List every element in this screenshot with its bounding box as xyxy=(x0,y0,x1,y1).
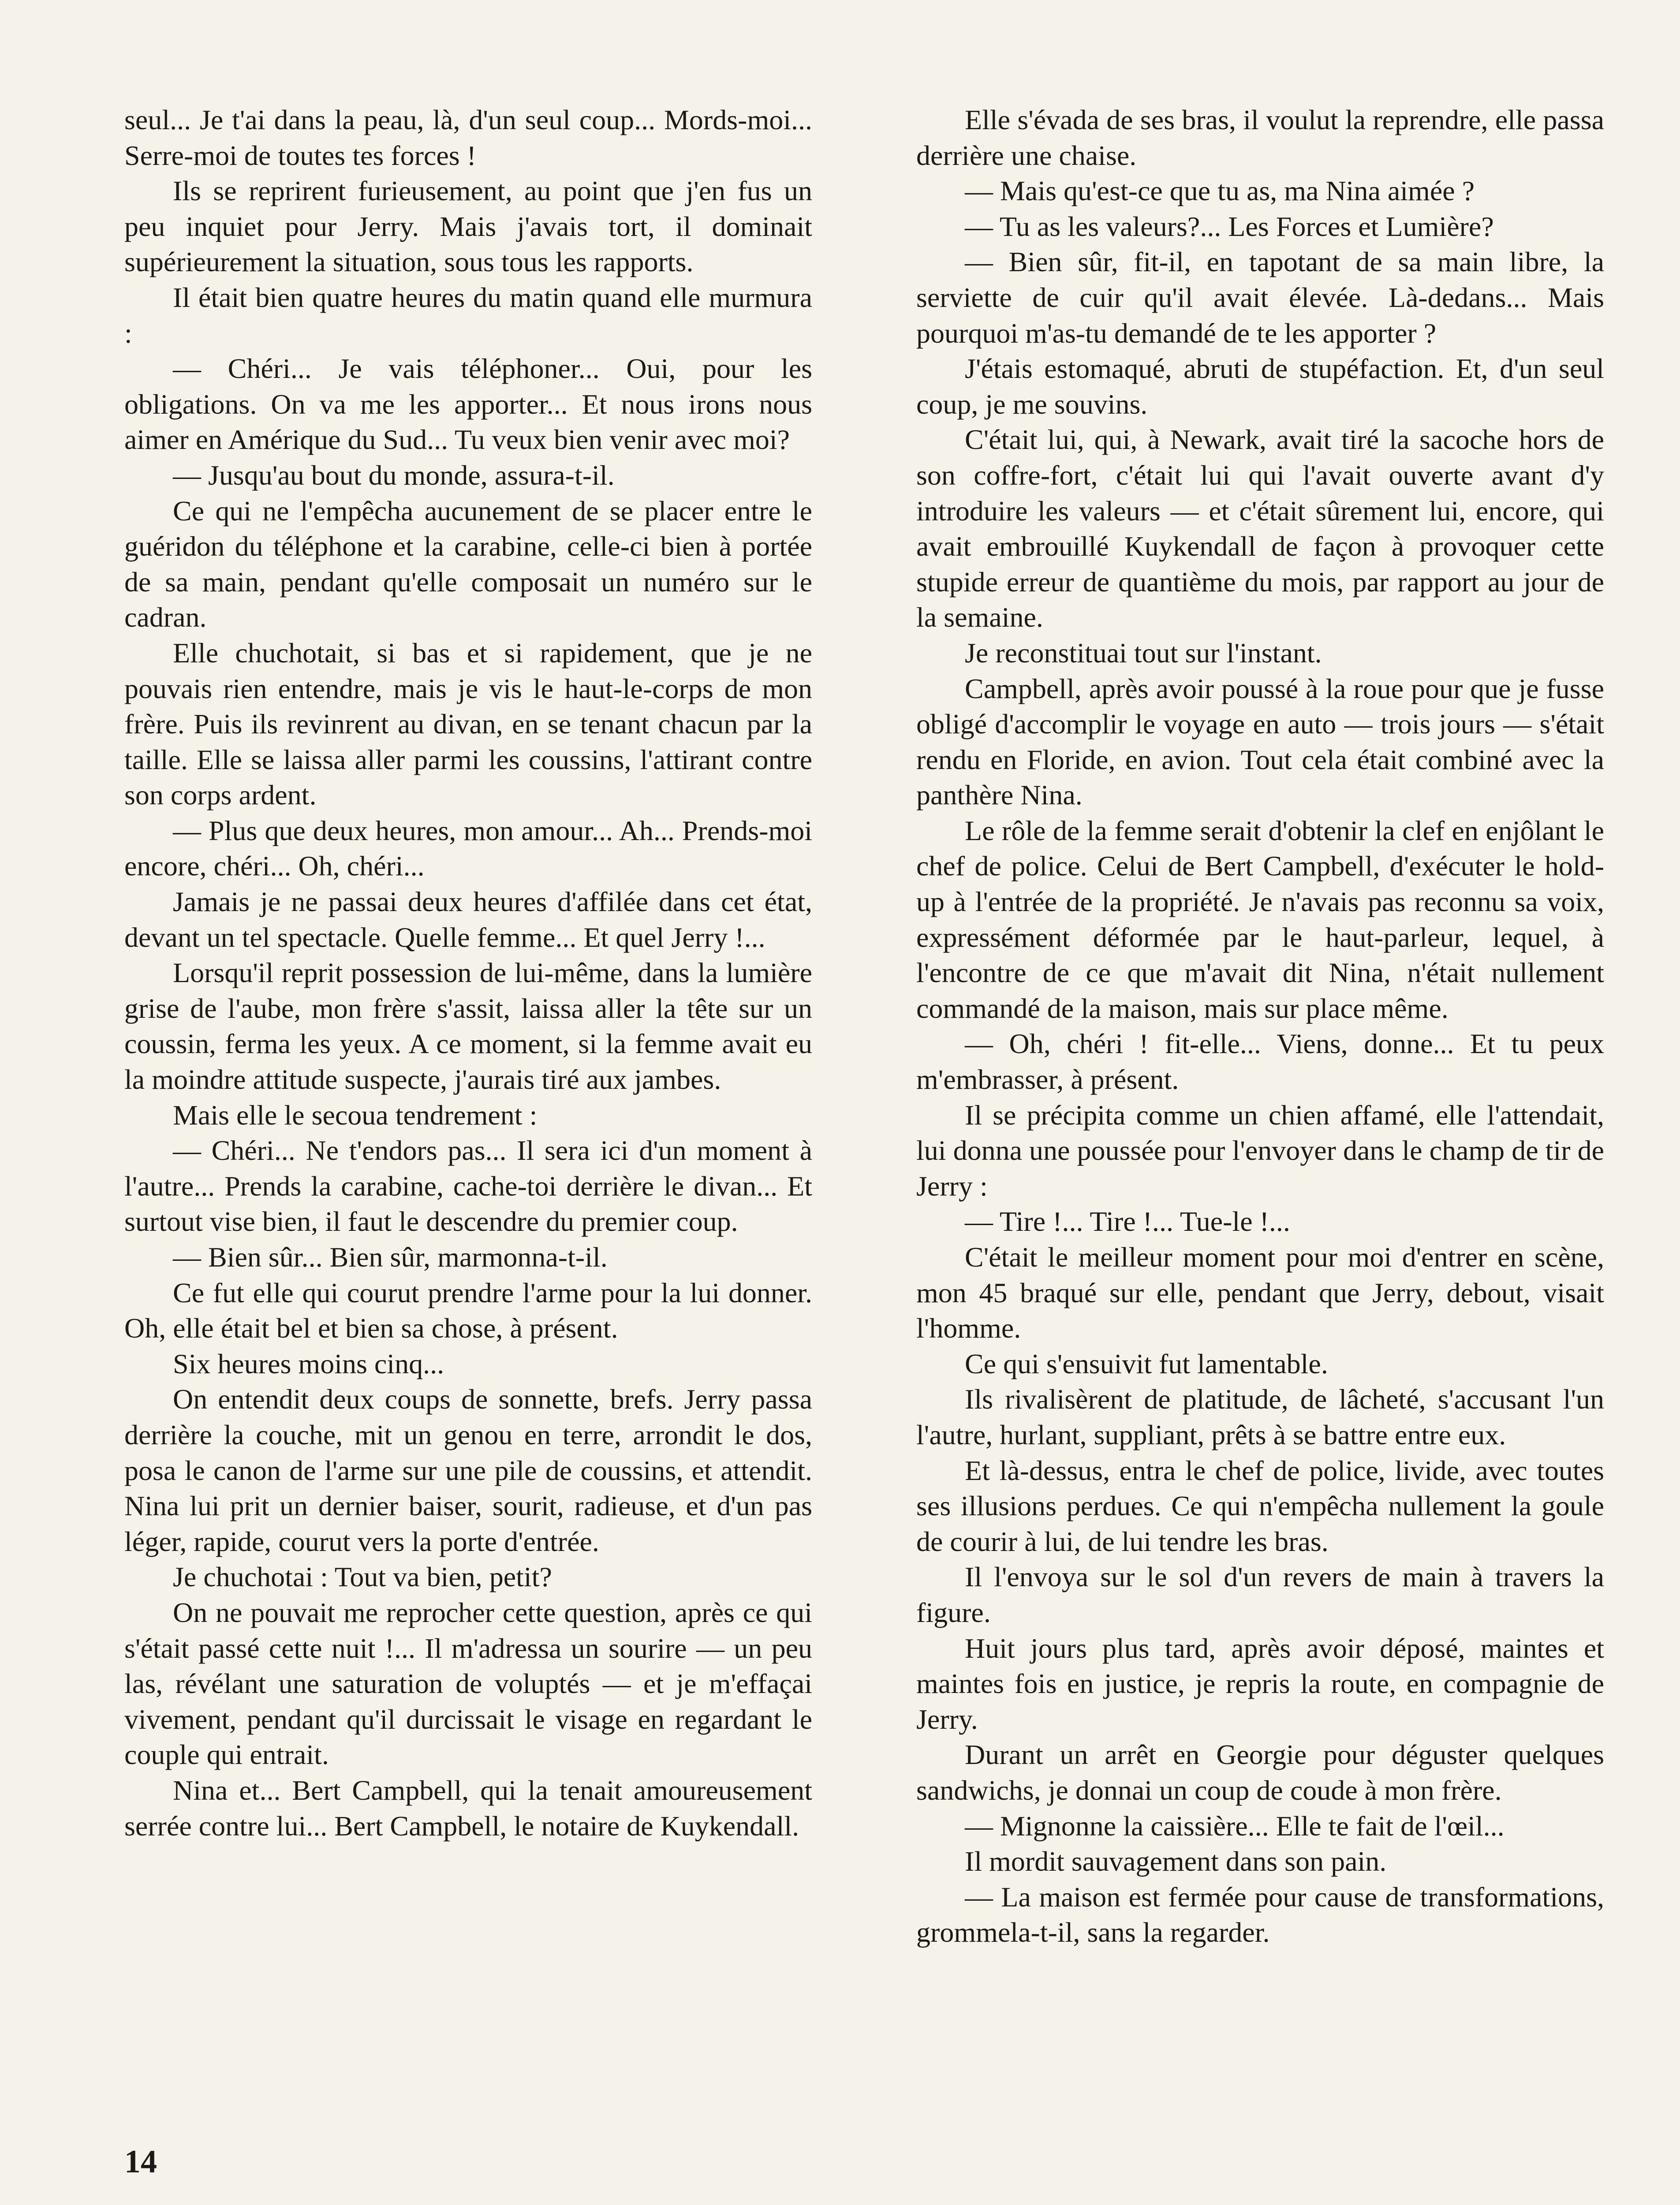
paragraph: Campbell, après avoir poussé à la roue pour que je fusse obligé d'accomplir le voyage en auto — trois jours — s'était rendu en Floride, en avion. Tout cela était combiné avec la panthère Nina. xyxy=(916,673,1604,811)
paragraph: — Oh, chéri ! fit-elle... Viens, donne... Et tu peux m'embrasser, à présent. xyxy=(916,1028,1604,1095)
paragraph: Nina et... Bert Campbell, qui la tenait amoureusement serrée contre lui... Bert Campbell, le notaire de Kuykendall. xyxy=(124,1774,812,1842)
paragraph: C'était le meilleur moment pour moi d'entrer en scène, mon 45 braqué sur elle, pendant que Jerry, debout, visait l'homme. xyxy=(916,1241,1604,1344)
paragraph: Mais elle le secoua tendrement : xyxy=(173,1099,538,1131)
paragraph: — Tu as les valeurs?... Les Forces et Lumière? xyxy=(965,210,1494,242)
paragraph: Il se précipita comme un chien affamé, elle l'attendait, lui donna une poussée pour l'envoyer dans le champ de tir de Jerry : xyxy=(916,1099,1604,1202)
paragraph: Ce qui ne l'empêcha aucunement de se placer entre le guéridon du téléphone et la carabine, celle-ci bien à portée de sa main, pendant qu'elle composait un numéro sur le cadran. xyxy=(124,495,812,633)
paragraph: Elle chuchotait, si bas et si rapidement, que je ne pouvais rien entendre, mais je vis le haut-le-corps de mon frère. Puis ils revinrent au divan, en se tenant chacun par la taille. Elle se laissa aller parmi les coussins, l'attirant contre son corps ardent. xyxy=(124,637,812,811)
paragraph: On entendit deux coups de sonnette, brefs. Jerry passa derrière la couche, mit un genou en terre, arrondit le dos, posa le canon de l'arme sur une pile de coussins, et attendit. Nina lui prit un dernier baiser, sourit, radieuse, et d'un pas léger, rapide, courut vers la porte d'entrée. xyxy=(124,1383,812,1557)
page-number: 14 xyxy=(124,2144,157,2180)
paragraph: — La maison est fermée pour cause de transformations, grommela-t-il, sans la regarder. xyxy=(916,1881,1604,1948)
paragraph: Je chuchotai : Tout va bien, petit? xyxy=(173,1561,552,1593)
paragraph: — Bien sûr... Bien sûr, marmonna-t-il. xyxy=(173,1241,608,1273)
paragraph: Il mordit sauvagement dans son pain. xyxy=(965,1846,1387,1877)
paragraph: Ils rivalisèrent de platitude, de lâcheté, s'accusant l'un l'autre, hurlant, suppliant, prêts à se battre entre eux. xyxy=(916,1383,1604,1450)
paragraph: J'étais estomaqué, abruti de stupéfaction. Et, d'un seul coup, je me souvins. xyxy=(916,353,1604,420)
paragraph: — Bien sûr, fit-il, en tapotant de sa main libre, la serviette de cuir qu'il avait élevée. Là-dedans... Mais pourquoi m'as-tu demandé de te les apporter ? xyxy=(916,246,1604,349)
paragraph: Six heures moins cinq... xyxy=(173,1348,444,1379)
paragraph: Et là-dessus, entra le chef de police, livide, avec toutes ses illusions perdues. Ce qui n'empêcha nullement la goule de courir à lui, de lui tendre les bras. xyxy=(916,1454,1604,1557)
paragraph: Ils se reprirent furieusement, au point que j'en fus un peu inquiet pour Jerry. Mais j'avais tort, il dominait supérieurement la situation, sous tous les rapports. xyxy=(124,175,812,278)
paragraph: Ce qui s'ensuivit fut lamentable. xyxy=(965,1348,1328,1379)
paragraph: Ce fut elle qui courut prendre l'arme pour la lui donner. Oh, elle était bel et bien sa chose, à présent. xyxy=(124,1277,812,1344)
paragraph: Elle s'évada de ses bras, il voulut la reprendre, elle passa derrière une chaise. xyxy=(916,104,1604,171)
paragraph: seul... Je t'ai dans la peau, là, d'un seul coup... Mords-moi... Serre-moi de toutes tes forces ! xyxy=(124,104,812,171)
right-text-column xyxy=(916,102,1604,1951)
paragraph: Il était bien quatre heures du matin quand elle murmura : xyxy=(124,281,812,349)
paragraph: — Chéri... Je vais téléphoner... Oui, pour les obligations. On va me les apporter... Et nous irons nous aimer en Amérique du Sud... Tu veux bien venir avec moi? xyxy=(124,353,812,456)
paragraph: Jamais je ne passai deux heures d'affilée dans cet état, devant un tel spectacle. Quelle femme... Et quel Jerry !... xyxy=(124,886,812,953)
paragraph: Durant un arrêt en Georgie pour déguster quelques sandwichs, je donnai un coup de coude à mon frère. xyxy=(916,1739,1604,1806)
paragraph: Huit jours plus tard, après avoir déposé, maintes et maintes fois en justice, je repris la route, en compagnie de Jerry. xyxy=(916,1632,1604,1735)
paragraph: Lorsqu'il reprit possession de lui-même, dans la lumière grise de l'aube, mon frère s'assit, laissa aller la tête sur un coussin, ferma les yeux. A ce moment, si la femme avait eu la moindre attitude suspecte, j'aurais tiré aux jambes. xyxy=(124,957,812,1095)
paragraph: — Jusqu'au bout du monde, assura-t-il. xyxy=(173,459,615,491)
paragraph: — Mais qu'est-ce que tu as, ma Nina aimée ? xyxy=(965,175,1475,207)
paragraph: Il l'envoya sur le sol d'un revers de main à travers la figure. xyxy=(916,1561,1604,1628)
paragraph: Le rôle de la femme serait d'obtenir la clef en enjôlant le chef de police. Celui de Bert Campbell, d'exécuter le hold-up à l'entrée de la propriété. Je n'avais pas reconnu sa voix, expressément déformée par le haut-parleur, lequel, à l'encontre de ce que m'avait dit Nina, n'était nullement commandé de la maison, mais sur place même. xyxy=(916,815,1604,1024)
paragraph: On ne pouvait me reprocher cette question, après ce qui s'était passé cette nuit !... Il m'adressa un sourire — un peu las, révélant une saturation de voluptés — et je m'effaçai vivement, pendant qu'il durcissait le visage en regardant le couple qui entrait. xyxy=(124,1596,812,1771)
paragraph: — Tire !... Tire !... Tue-le !... xyxy=(965,1206,1290,1237)
paragraph: — Chéri... Ne t'endors pas... Il sera ici d'un moment à l'autre... Prends la carabine, cache-toi derrière le divan... Et surtout vise bien, il faut le descendre du premier coup. xyxy=(124,1135,812,1237)
paragraph: — Plus que deux heures, mon amour... Ah... Prends-moi encore, chéri... Oh, chéri... xyxy=(124,815,812,882)
left-text-column xyxy=(124,102,812,1844)
paragraph: Je reconstituai tout sur l'instant. xyxy=(965,637,1322,669)
paragraph: C'était lui, qui, à Newark, avait tiré la sacoche hors de son coffre-fort, c'était lui qui l'avait ouverte avant d'y introduire les valeurs — et c'était sûrement lui, encore, qui avait embrouillé Kuykendall de façon à provoquer cette stupide erreur de quantième du mois, par rapport au jour de la semaine. xyxy=(916,424,1604,633)
paragraph: — Mignonne la caissière... Elle te fait de l'œil... xyxy=(965,1810,1505,1842)
